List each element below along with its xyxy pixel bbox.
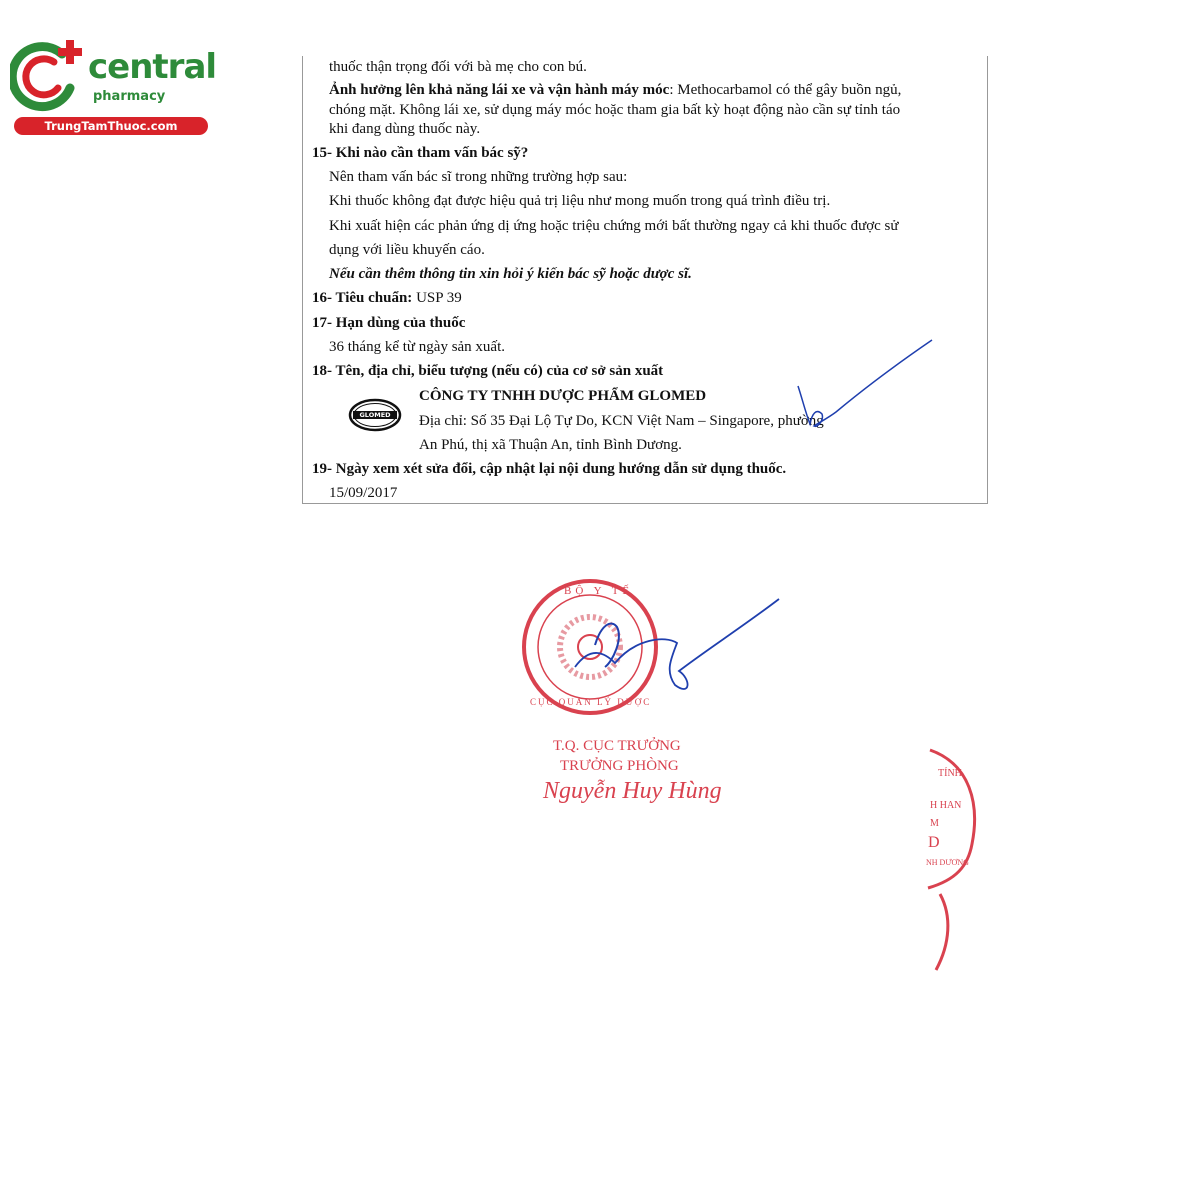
section-15-title: 15- Khi nào cần tham vấn bác sỹ? <box>312 145 529 161</box>
side-stamp-text-1: TỈNH <box>938 768 962 779</box>
side-stamp-text-3: M <box>930 818 939 829</box>
driving-label: Ảnh hưởng lên khả năng lái xe và vận hành máy móc <box>329 82 670 98</box>
section-16 <box>312 289 462 307</box>
section-17-value: 36 tháng kể từ ngày sản xuất. <box>329 339 506 355</box>
glomed-logo-text: GLOMED <box>359 411 391 419</box>
pharmacy-cross-icon <box>10 36 100 116</box>
approver-role-2: TRƯỞNG PHÒNG <box>560 758 679 774</box>
s15-line2: Khi thuốc không đạt được hiệu quả trị liệu như mong muốn trong quá trình điều trị. <box>329 193 831 209</box>
driving-text-3: khi đang dùng thuốc này. <box>329 121 481 137</box>
manufacturer-signature <box>790 336 940 436</box>
brand-url[interactable]: TrungTamThuoc.com <box>14 117 208 135</box>
section-19-value: 15/09/2017 <box>329 485 398 501</box>
driving-text-1: : Methocarbamol có thể gây buồn ngủ, <box>669 82 902 98</box>
side-stamp-text-4: D <box>928 834 940 851</box>
s15-note: Nếu cần thêm thông tin xin hỏi ý kiến bác sỹ hoặc dược sĩ. <box>329 266 692 282</box>
driving-text-2: chóng mặt. Không lái xe, sử dụng máy móc hoặc tham gia bất kỳ hoạt động nào cần sự tỉnh táo <box>329 102 901 118</box>
brand-name: central <box>88 47 217 87</box>
section-19-title: 19- Ngày xem xét sửa đổi, cập nhật lại nội dung hướng dẫn sử dụng thuốc. <box>312 461 787 477</box>
signer-name: Nguyễn Huy Hùng <box>543 778 722 804</box>
section-16-title: 16- Tiêu chuẩn: <box>312 290 413 306</box>
s15-line4: dụng với liều khuyến cáo. <box>329 242 485 258</box>
stamp-bottom-text: CỤC QUẢN LÝ DƯỢC <box>530 697 652 707</box>
s15-line3: Khi xuất hiện các phản ứng dị ứng hoặc triệu chứng mới bất thường ngay cả khi thuốc được sử <box>329 218 899 234</box>
driving-paragraph <box>329 81 901 99</box>
side-stamp-text-2: H HAN <box>930 800 962 811</box>
section-18-title: 18- Tên, địa chỉ, biểu tượng (nếu có) của cơ sở sản xuất <box>312 363 664 379</box>
stamp-top-text: BỘ Y TẾ <box>564 585 634 597</box>
address-line2: An Phú, thị xã Thuận An, tỉnh Bình Dương. <box>419 437 682 453</box>
glomed-logo <box>348 398 402 432</box>
address-line1: Địa chỉ: Số 35 Đại Lộ Tự Do, KCN Việt Nam – Singapore, phường <box>419 413 824 429</box>
brand-sub: pharmacy <box>93 89 166 104</box>
s15-line1: Nên tham vấn bác sĩ trong những trường hợp sau: <box>329 169 628 185</box>
approver-role-1: T.Q. CỤC TRƯỞNG <box>553 738 681 754</box>
section-17-title: 17- Hạn dùng của thuốc <box>312 315 466 331</box>
side-stamp-text-5: NH DƯƠNG <box>926 858 969 867</box>
section-16-value: USP 39 <box>412 290 462 306</box>
line-continued: thuốc thận trọng đối với bà mẹ cho con bú. <box>329 59 587 75</box>
approval-stamp <box>515 575 795 735</box>
company-name: CÔNG TY TNHH DƯỢC PHẨM GLOMED <box>419 388 707 404</box>
